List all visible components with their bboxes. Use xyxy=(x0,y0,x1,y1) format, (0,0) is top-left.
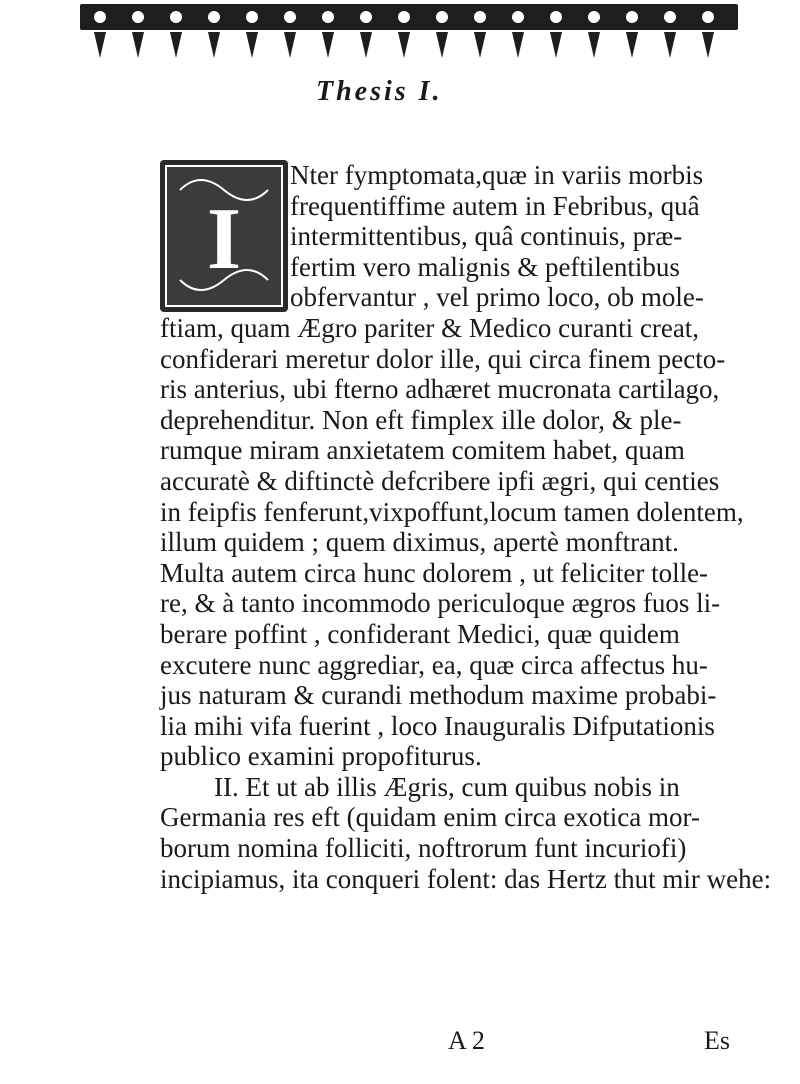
text-line: re, & à tanto incommodo periculoque ægros fuos li- xyxy=(160,588,721,619)
text-line: rumque miram anxietatem comitem habet, quam xyxy=(160,435,685,466)
text-line: Nter fymptomata,quæ in variis morbis xyxy=(290,160,704,190)
text-line: in feipfis fenferunt,vixpoffunt,locum tamen dolentem, xyxy=(160,496,744,527)
text-line: borum nomina folliciti, noftrorum funt incuriofi) xyxy=(160,833,687,864)
text-line: excutere nunc aggrediar, ea, quæ circa affectus hu- xyxy=(160,649,708,680)
text-line: confiderari meretur dolor ille, qui circa finem pecto- xyxy=(160,343,726,374)
text-line: ris anterius, ubi fterno adhæret mucronata cartilago, xyxy=(160,374,720,405)
text-line: berare poffint , confiderant Medici, quæ quidem xyxy=(160,618,680,649)
text-line: Germania res eft (quidam enim circa exotica mor- xyxy=(160,802,700,833)
text-line: Multa autem circa hunc dolorem , ut feliciter tolle- xyxy=(160,557,709,588)
text-line: lia mihi vifa fuerint , loco Inauguralis Difputationis xyxy=(160,710,715,741)
body-text xyxy=(160,160,772,894)
text-line: jus naturam & curandi methodum maxime probabi- xyxy=(160,680,717,711)
running-title: Thesis I. xyxy=(316,76,443,107)
text-line: ftiam, quam Ægro pariter & Medico curanti creat, xyxy=(160,312,700,343)
signature-mark: A 2 xyxy=(448,1026,485,1055)
text-line: fertim vero malignis & peftilentibus xyxy=(290,251,680,282)
text-line: illum quidem ; quem diximus, apertè monftrant. xyxy=(160,527,679,558)
text-line: obfervantur , vel primo loco, ob mole- xyxy=(290,282,704,313)
text-line: intermittentibus, quâ continuis, præ- xyxy=(290,221,683,252)
drop-cap-letter: I xyxy=(206,191,242,288)
text-line: accuratè & diftinctè defcribere ipfi ægri, qui centies xyxy=(160,465,720,496)
text-line: II. Et ut ab illis Ægris, cum quibus nobis in xyxy=(214,771,680,802)
text-line: deprehenditur. Non eft fimplex ille dolor, & ple- xyxy=(160,404,682,435)
decorative-fleuron-band xyxy=(80,0,738,68)
text-line: frequentiffime autem in Febribus, quâ xyxy=(290,190,700,221)
text-line: publico examini propofiturus. xyxy=(160,741,482,772)
catchword: Es xyxy=(704,1026,730,1055)
text-line: incipiamus, ita conqueri folent: das Hertz thut mir wehe: xyxy=(160,863,772,894)
